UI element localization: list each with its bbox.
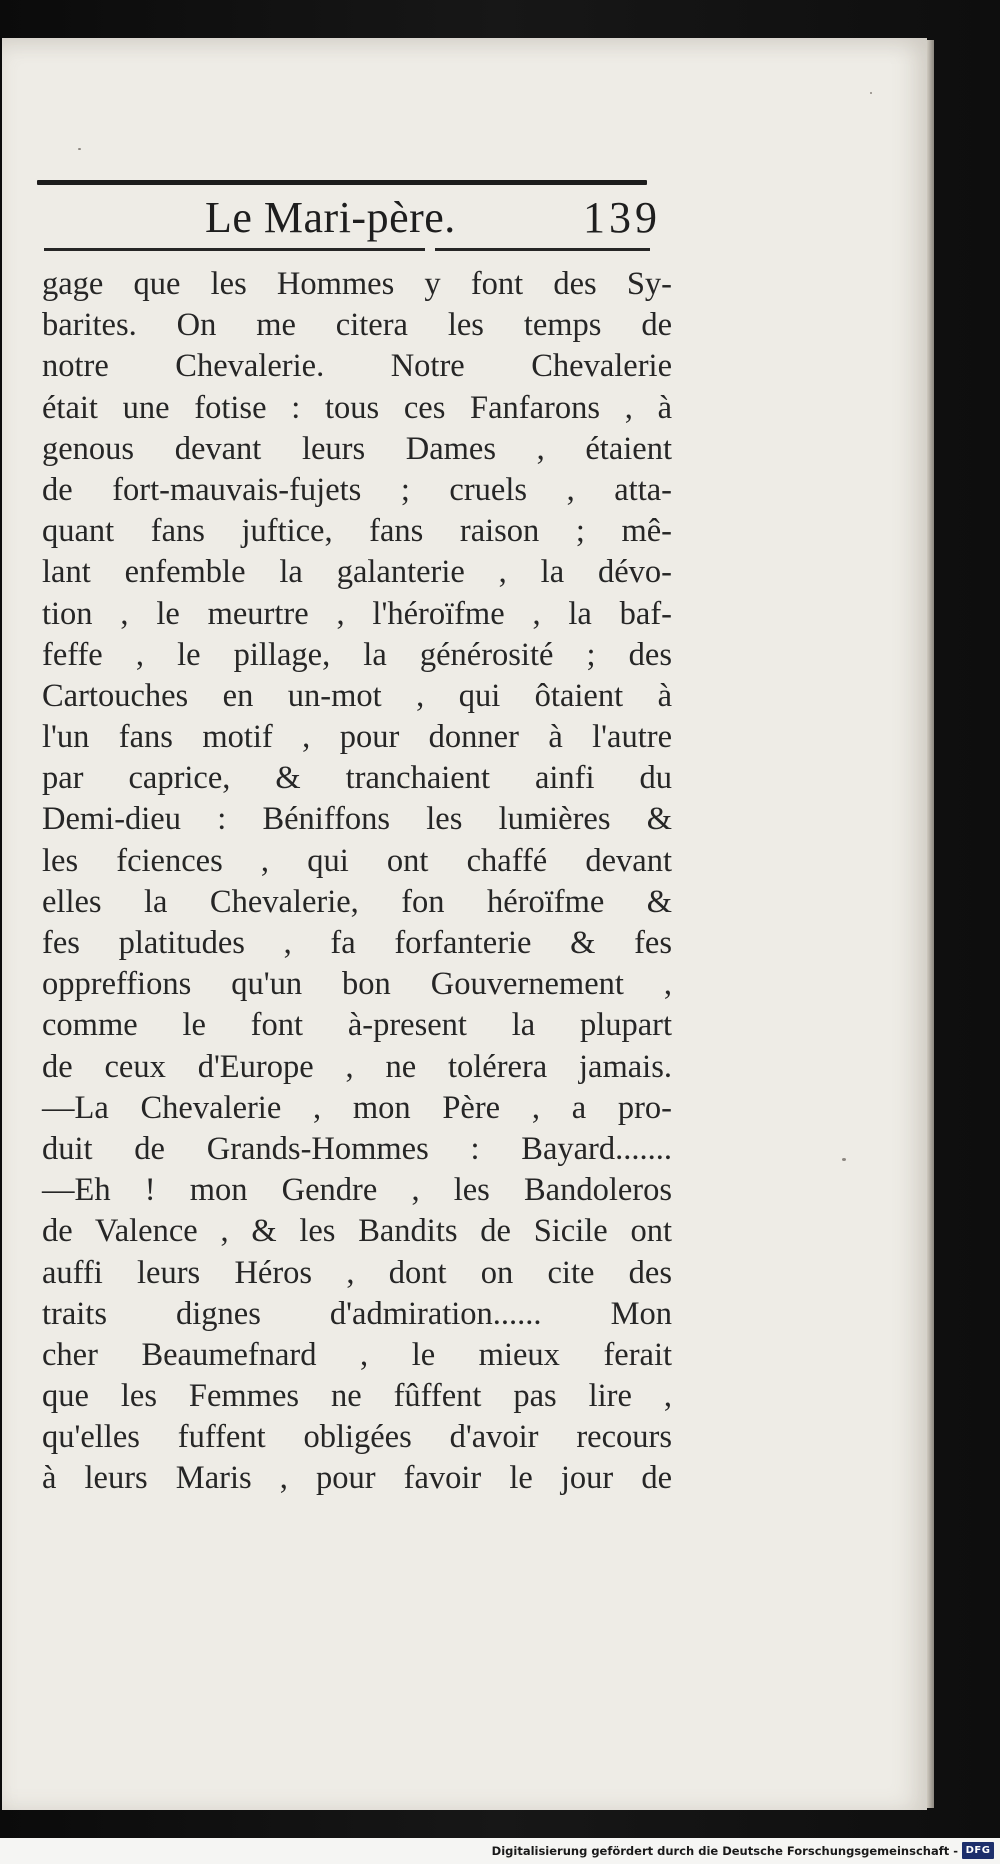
text-line: de ceux d'Europe , ne tolérera jamais. xyxy=(42,1048,672,1085)
header-rule-top xyxy=(37,180,647,185)
text-line: —La Chevalerie , mon Père , a pro- xyxy=(42,1089,672,1126)
text-line: cher Beaumefnard , le mieux ferait xyxy=(42,1336,672,1373)
text-line: qu'elles fuffent obligées d'avoir recours xyxy=(42,1419,672,1456)
text-line: de fort-mauvais-fujets ; cruels , atta- xyxy=(42,471,672,508)
paper-speck xyxy=(78,148,81,150)
text-line: fes platitudes , fa forfanterie & fes xyxy=(42,925,672,961)
text-line: de Valence , & les Bandits de Sicile ont xyxy=(42,1213,672,1250)
text-line: était une fotise : tous ces Fanfarons , à xyxy=(42,389,672,426)
running-title: Le Mari-père. xyxy=(205,193,456,242)
text-line: tion , le meurtre , l'héroïfme , la baf- xyxy=(42,595,672,632)
paper-speck xyxy=(842,1158,846,1161)
text-line: notre Chevalerie. Notre Chevalerie xyxy=(42,348,672,385)
body-text xyxy=(42,264,672,1500)
header-rule-gap xyxy=(425,246,435,253)
text-line: gage que les Hommes y font des Sy- xyxy=(42,266,672,302)
text-line: auffi leurs Héros , dont on cite des xyxy=(42,1254,672,1291)
text-line: Demi-dieu : Béniffons les lumières & xyxy=(42,801,672,838)
text-line: elles la Chevalerie, fon héroïfme & xyxy=(42,883,672,920)
text-line: barites. On me citera les temps de xyxy=(42,307,672,344)
text-line: les fciences , qui ont chaffé devant xyxy=(42,842,672,879)
digitization-credit: Digitalisierung gefördert durch die Deutsche Forschungsgemeinschaft - xyxy=(491,1844,958,1858)
text-line: traits dignes d'admiration...... Mon xyxy=(42,1295,672,1332)
text-line: Cartouches en un-mot , qui ôtaient à xyxy=(42,677,672,714)
text-line: —Eh ! mon Gendre , les Bandoleros xyxy=(42,1172,672,1209)
text-line: l'un fans motif , pour donner à l'autre xyxy=(42,719,672,756)
dfg-logo: DFG xyxy=(962,1842,994,1859)
text-line: duit de Grands-Hommes : Bayard....... xyxy=(42,1130,672,1167)
text-line: quant fans juftice, fans raison ; mê- xyxy=(42,513,672,550)
text-line: feffe , le pillage, la générosité ; des xyxy=(42,636,672,673)
text-line: genous devant leurs Dames , étaient xyxy=(42,430,672,467)
text-line: à leurs Maris , pour favoir le jour de xyxy=(42,1460,672,1497)
text-line: lant enfemble la galanterie , la dévo- xyxy=(42,554,672,591)
paper-speck xyxy=(870,92,872,94)
text-line: par caprice, & tranchaient ainfi du xyxy=(42,760,672,797)
header-rule-bottom xyxy=(44,248,650,251)
text-line: oppreffions qu'un bon Gouvernement , xyxy=(42,966,672,1003)
page-number: 139 xyxy=(583,193,661,242)
page-edge-shadow xyxy=(927,40,934,1808)
text-line: que les Femmes ne fûffent pas lire , xyxy=(42,1378,672,1415)
text-line: comme le font à-present la plupart xyxy=(42,1007,672,1044)
